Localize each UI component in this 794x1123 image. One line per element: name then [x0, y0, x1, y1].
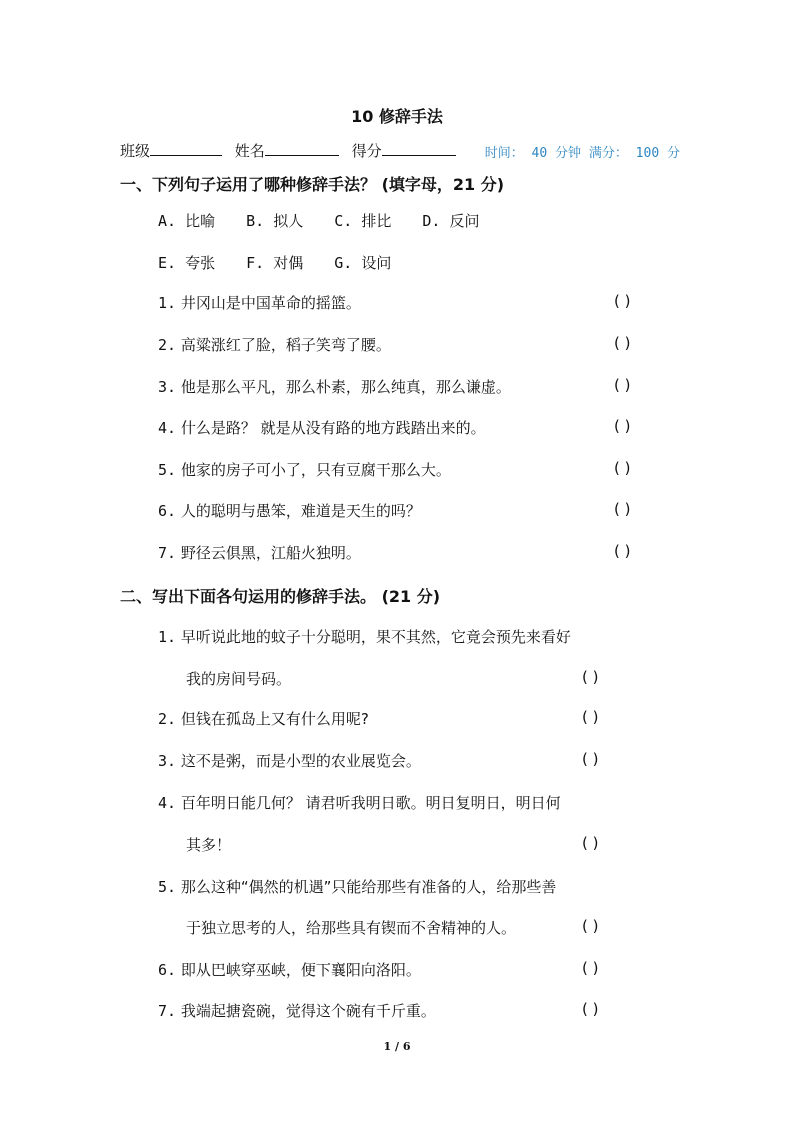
s2-answer-6[interactable]: ( ) [582, 959, 599, 977]
s2-question-6: 6. 即从巴峡穿巫峡，便下襄阳向洛阳。 [158, 961, 421, 979]
s1-question-7: 7. 野径云俱黑，江船火独明。 [158, 544, 361, 562]
s1-question-2: 2. 高粱涨红了脸，稻子笑弯了腰。 [158, 336, 391, 354]
s2-question-5-line2: 于独立思考的人，给那些具有锲而不舍精神的人。 [186, 919, 517, 937]
s2-answer-1[interactable]: ( ) [582, 668, 599, 686]
s2-answer-7[interactable]: ( ) [582, 1000, 599, 1018]
score-blank[interactable] [382, 141, 456, 156]
section2-title: 二、写出下面各句运用的修辞手法。 (21 分) [120, 587, 441, 606]
score-label: 得分 [351, 142, 382, 160]
student-info-row [120, 140, 680, 161]
class-label: 班级 [120, 142, 151, 160]
option-c: C. 排比 [334, 212, 392, 230]
s2-question-4-line2: 其多！ [186, 836, 232, 854]
name-blank[interactable] [265, 141, 339, 156]
s2-answer-2[interactable]: ( ) [582, 708, 599, 726]
page-title: 10 修辞手法 [351, 107, 443, 126]
options-row-2 [158, 252, 413, 273]
option-g: G. 设问 [334, 254, 392, 272]
s2-answer-5[interactable]: ( ) [582, 917, 599, 935]
s1-answer-3[interactable]: ( ) [614, 376, 631, 394]
s2-question-2: 2. 但钱在孤岛上又有什么用呢? [158, 710, 369, 728]
options-row-1 [158, 210, 501, 231]
time-score-info: 时间： 40 分钟 满分： 100 分 [484, 146, 680, 161]
s2-question-5: 5. 那么这种“偶然的机遇”只能给那些有准备的人，给那些善 [158, 878, 557, 896]
s1-question-5: 5. 他家的房子可小了，只有豆腐干那么大。 [158, 461, 451, 479]
page-number: 1 / 6 [383, 1040, 411, 1053]
s1-answer-6[interactable]: ( ) [614, 500, 631, 518]
option-b: B. 拟人 [246, 212, 304, 230]
s1-answer-1[interactable]: ( ) [614, 292, 631, 310]
option-f: F. 对偶 [246, 254, 304, 272]
class-blank[interactable] [150, 141, 222, 156]
s2-question-3: 3. 这不是粥，而是小型的农业展览会。 [158, 752, 421, 770]
s1-question-4: 4. 什么是路？ 就是从没有路的地方践踏出来的。 [158, 419, 486, 437]
option-a: A. 比喻 [158, 212, 216, 230]
s1-answer-4[interactable]: ( ) [614, 417, 631, 435]
s1-answer-5[interactable]: ( ) [614, 459, 631, 477]
s2-question-4: 4. 百年明日能几何？ 请君听我明日歌。明日复明日，明日何 [158, 794, 561, 812]
option-d: D. 反问 [422, 212, 480, 230]
s1-answer-2[interactable]: ( ) [614, 334, 631, 352]
s1-question-3: 3. 他是那么平凡，那么朴素，那么纯真，那么谦虚。 [158, 378, 511, 396]
section1-title: 一、下列句子运用了哪种修辞手法？ (填字母，21 分) [120, 175, 505, 194]
s2-answer-4[interactable]: ( ) [582, 834, 599, 852]
s2-question-7: 7. 我端起搪瓷碗，觉得这个碗有千斤重。 [158, 1002, 436, 1020]
s2-question-1: 1. 早听说此地的蚊子十分聪明，果不其然，它竟会预先来看好 [158, 628, 571, 646]
s1-question-6: 6. 人的聪明与愚笨，难道是天生的吗？ [158, 502, 421, 520]
option-e: E. 夸张 [158, 254, 216, 272]
name-label: 姓名 [234, 142, 265, 160]
s2-question-1-line2: 我的房间号码。 [186, 670, 292, 688]
s2-answer-3[interactable]: ( ) [582, 750, 599, 768]
s1-question-1: 1. 井冈山是中国革命的摇篮。 [158, 294, 361, 312]
s1-answer-7[interactable]: ( ) [614, 542, 631, 560]
